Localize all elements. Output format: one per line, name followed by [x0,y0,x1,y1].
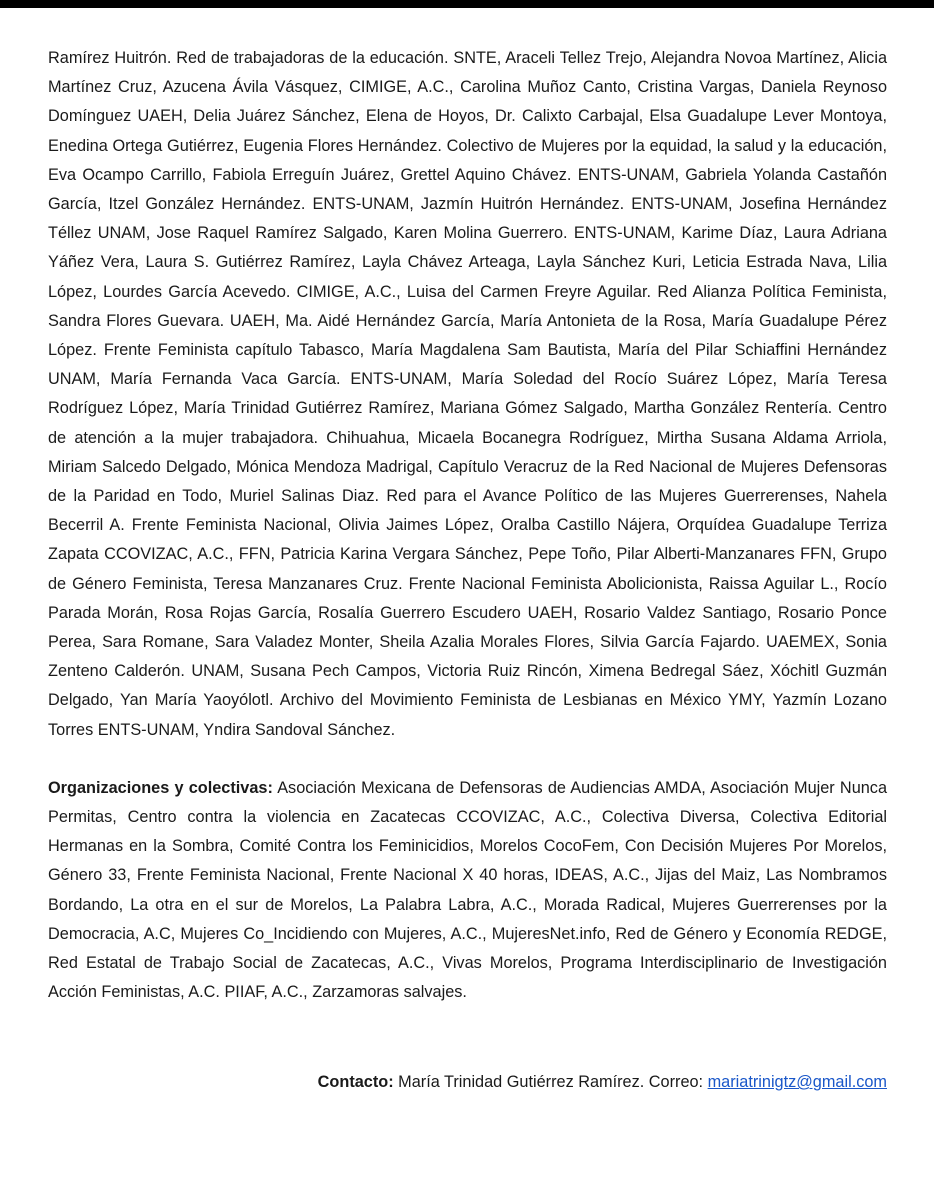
contact-label: Contacto: [317,1073,394,1091]
organizations-paragraph [48,774,887,1008]
top-edge-bar [0,0,934,8]
contact-name: María Trinidad Gutiérrez Ramírez. Correo: [393,1073,708,1091]
contact-email-link[interactable]: mariatrinigtz@gmail.com [707,1073,887,1091]
document-page [48,44,887,1008]
signatories-paragraph: Ramírez Huitrón. Red de trabajadoras de la educación. SNTE, Araceli Tellez Trejo, Alejandra Novoa Martínez, Alicia Martínez Cruz, Azucena Ávila Vásquez, CIMIGE, A.C., Carolina Muñoz Canto, Cristina Vargas, Daniela Reynoso Domínguez UAEH, Delia Juárez Sánchez, Elena de Hoyos, Dr. Calixto Carbajal, Elsa Guadalupe Lever Montoya, Enedina Ortega Gutiérrez, Eugenia Flores Hernández. Colectivo de Mujeres por la equidad, la salud y la educación, Eva Ocampo Carrillo, Fabiola Erreguín Juárez, Grettel Aquino Chávez. ENTS-UNAM, Gabriela Yolanda Castañón García, Itzel González Hernández. ENTS-UNAM, Jazmín Huitrón Hernández. ENTS-UNAM, Josefina Hernández Téllez UNAM, Jose Raquel Ramírez Salgado, Karen Molina Guerrero. ENTS-UNAM, Karime Díaz, Laura Adriana Yáñez Vera, Laura S. Gutiérrez Ramírez, Layla Chávez Arteaga, Layla Sánchez Kuri, Leticia Estrada Nava, Lilia López, Lourdes García Acevedo. CIMIGE, A.C., Luisa del Carmen Freyre Aguilar. Red Alianza Política Feminista, Sandra Flores Guevara. UAEH, Ma. Aidé Hernández García, María Antonieta de la Rosa, María Guadalupe Pérez López. Frente Feminista capítulo Tabasco, María Magdalena Sam Bautista, María del Pilar Schiaffini Hernández UNAM, María Fernanda Vaca García. ENTS-UNAM, María Soledad del Rocío Suárez López, María Teresa Rodríguez López, María Trinidad Gutiérrez Ramírez, Mariana Gómez Salgado, Martha González Rentería. Centro de atención a la mujer trabajadora. Chihuahua, Micaela Bocanegra Rodríguez, Mirtha Susana Aldama Arriola, Miriam Salcedo Delgado, Mónica Mendoza Madrigal, Capítulo Veracruz de la Red Nacional de Mujeres Defensoras de la Paridad en Todo, Muriel Salinas Diaz. Red para el Avance Político de las Mujeres Guerrerenses, Nahela Becerril A. Frente Feminista Nacional, Olivia Jaimes López, Oralba Castillo Nájera, Orquídea Guadalupe Terriza Zapata CCOVIZAC, A.C., FFN, Patricia Karina Vergara Sánchez, Pepe Toño, Pilar Alberti-Manzanares FFN, Grupo de Género Feminista, Teresa Manzanares Cruz. Frente Nacional Feminista Abolicionista, Raissa Aguilar L., Rocío Parada Morán, Rosa Rojas García, Rosalía Guerrero Escudero UAEH, Rosario Valdez Santiago, Rosario Ponce Perea, Sara Romane, Sara Valadez Monter, Sheila Azalia Morales Flores, Silvia García Fajardo. UAEMEX, Sonia Zenteno Calderón. UNAM, Susana Pech Campos, Victoria Ruiz Rincón, Ximena Bedregal Sáez, Xóchitl Guzmán Delgado, Yan María Yaoyólotl. Archivo del Movimiento Feminista de Lesbianas en México YMY, Yazmín Lozano Torres ENTS-UNAM, Yndira Sandoval Sánchez. [48,49,887,739]
contact-line [318,1068,887,1097]
organizations-list: Asociación Mexicana de Defensoras de Audiencias AMDA, Asociación Mujer Nunca Permitas, Centro contra la violencia en Zacatecas CCOVIZAC, A.C., Colectiva Diversa, Colectiva Editorial Hermanas en la Sombra, Comité Contra los Feminicidios, Morelos CocoFem, Con Decisión Mujeres Por Morelos, Género 33, Frente Feminista Nacional, Frente Nacional X 40 horas, IDEAS, A.C., Jijas del Maiz, Las Nombramos Bordando, La otra en el sur de Morelos, La Palabra Labra, A.C., Morada Radical, Mujeres Guerrerenses por la Democracia, A.C, Mujeres Co_Incidiendo con Mujeres, A.C., MujeresNet.info, Red de Género y Economía REDGE, Red Estatal de Trabajo Social de Zacatecas, A.C., Vivas Morelos, Programa Interdisciplinario de Investigación Acción Feministas, A.C. PIIAF, A.C., Zarzamoras salvajes. [48,778,887,1002]
organizations-label: Organizaciones y colectivas: [48,778,273,797]
